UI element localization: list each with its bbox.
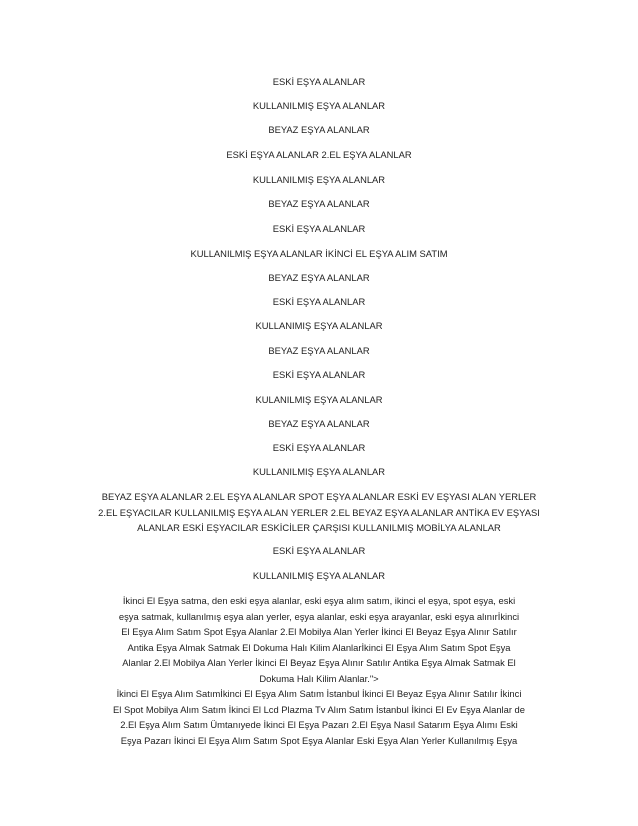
heading-line: BEYAZ EŞYA ALANLAR (268, 272, 370, 283)
paragraph-line: 2.El Eşya Alım Satım Ümtanıyede İkinci El Eşya Pazarı 2.El Eşya Nasıl Satarım Eşya Alımı Eski (120, 719, 518, 730)
heading-line: ESKİ EŞYA ALANLAR (272, 545, 366, 556)
paragraph-line: İkinci El Eşya Alım Satımİkinci El Eşya Alım Satım İstanbul İkinci El Beyaz Eşya Alınır Satılır İkinci (116, 688, 522, 699)
heading-line: BEYAZ EŞYA ALANLAR (268, 418, 370, 429)
heading-line: KULLANILMIŞ EŞYA ALANLAR (252, 100, 386, 111)
keyword-line: ALANLAR ESKİ EŞYACILAR ESKİCİLER ÇARŞISI KULLANILMIŞ MOBİLYA ALANLAR (137, 522, 501, 533)
heading-line: BEYAZ EŞYA ALANLAR (268, 198, 370, 209)
paragraph-line: Alanlar 2.El Mobilya Alan Yerler İkinci El Beyaz Eşya Alınır Satılır Antika Eşya Almak Satmak El (122, 657, 516, 668)
paragraph-line: Eşya Pazarı İkinci El Eşya Alım Satım Spot Eşya Alanlar Eski Eşya Alan Yerler Kullanılmış Eşya (120, 734, 518, 746)
paragraph-2 (70, 686, 568, 748)
heading-line: KULLANILMIŞ EŞYA ALANLAR (252, 174, 386, 185)
heading-line: ESKİ EŞYA ALANLAR (272, 76, 366, 87)
paragraph-line: İkinci El Eşya satma, den eski eşya alanlar, eski eşya alım satım, ikinci el eşya, spot eşya, eski (122, 595, 516, 606)
heading-line: ESKİ EŞYA ALANLAR (272, 223, 366, 234)
heading-line: KULLANILMIŞ EŞYA ALANLAR (252, 570, 386, 581)
heading-line: KULLANILMIŞ EŞYA ALANLAR İKİNCİ EL EŞYA ALIM SATIM (190, 248, 448, 259)
keyword-block (70, 489, 568, 536)
paragraph-1 (78, 593, 560, 686)
heading-line: ESKİ EŞYA ALANLAR (272, 442, 366, 453)
heading-line: ESKİ EŞYA ALANLAR 2.EL EŞYA ALANLAR (226, 149, 412, 160)
paragraph-line: Dokuma Halı Kilim Alanlar."> (259, 672, 379, 684)
paragraph-line: El Spot Mobilya Alım Satım İkinci El Lcd Plazma Tv Alım Satım İstanbul İkinci El Ev Eşya Alanlar de (113, 703, 525, 715)
heading-line: KULLANILMIŞ EŞYA ALANLAR (252, 466, 386, 477)
heading-line: KULLANIMIŞ EŞYA ALANLAR (255, 320, 383, 331)
keyword-line: 2.EL EŞYACILAR KULLANILMIŞ EŞYA ALAN YERLER 2.EL BEYAZ EŞYA ALANLAR ANTİKA EV EŞYASI (98, 506, 540, 518)
heading-line: KULANILMIŞ EŞYA ALANLAR (255, 394, 383, 405)
heading-line: BEYAZ EŞYA ALANLAR (268, 345, 370, 356)
paragraph-line: El Eşya Alım Satım Spot Eşya Alanlar 2.El Mobilya Alan Yerler İkinci El Beyaz Eşya Alınır Satılır (121, 626, 517, 637)
paragraph-line: eşya satmak, kullanılmış eşya alan yerler, eşya alanlar, eski eşya arayanlar, eski eşya alınırİkinci (118, 610, 520, 622)
keyword-line: BEYAZ EŞYA ALANLAR 2.EL EŞYA ALANLAR SPOT EŞYA ALANLAR ESKİ EV EŞYASI ALAN YERLER (101, 491, 537, 502)
paragraph-line: Antika Eşya Almak Satmak El Dokuma Halı Kilim Alanlarİkinci El Eşya Alım Satım Spot Eşya (127, 641, 511, 653)
heading-line: ESKİ EŞYA ALANLAR (272, 369, 366, 380)
heading-line: ESKİ EŞYA ALANLAR (272, 296, 366, 307)
heading-line: BEYAZ EŞYA ALANLAR (268, 124, 370, 135)
